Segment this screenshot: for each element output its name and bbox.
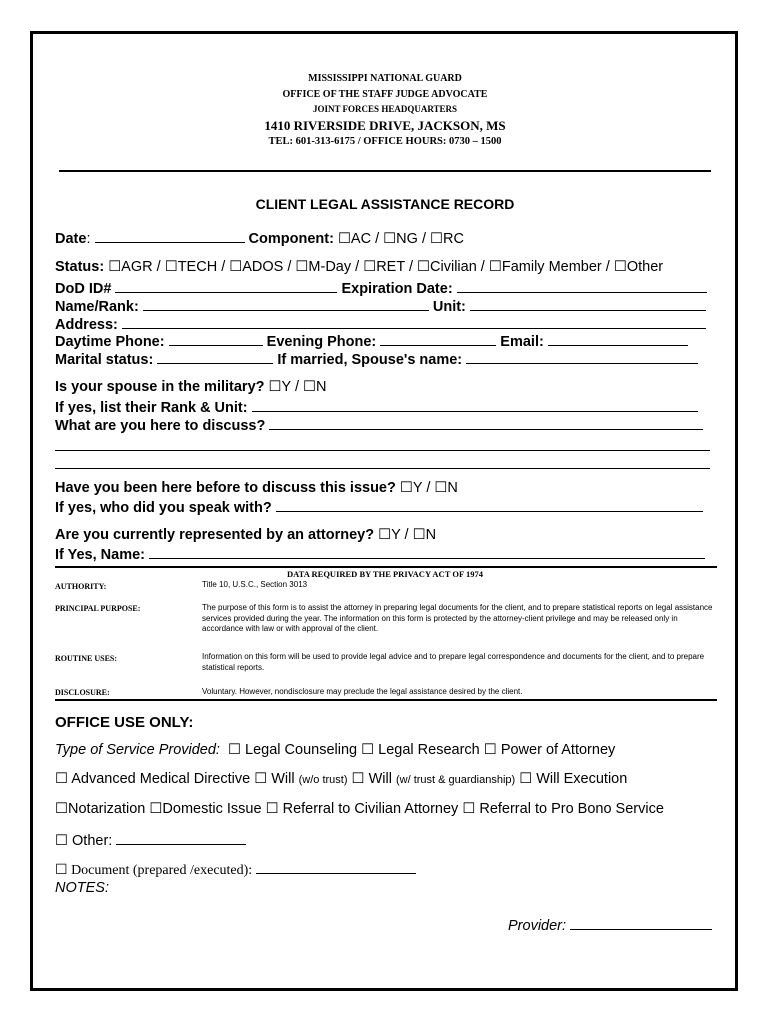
dod-row [55,280,707,297]
hq-address: 1410 RIVERSIDE DRIVE, JACKSON, MS [264,118,506,133]
date-row: Date: Component: ☐AC / ☐NG / ☐RC [55,231,464,247]
expiration-label: Expiration Date: [341,281,453,297]
name-field[interactable] [143,298,429,311]
will-label: Will [271,771,295,787]
expiration-field[interactable] [457,280,707,293]
address-label: Address: [55,317,118,333]
referral-civilian-label: Referral to Civilian Attorney [282,801,459,817]
org-name: MISSISSIPPI NATIONAL GUARD [308,73,462,84]
spouse-military-row [55,379,327,395]
service-row-3 [55,801,664,817]
legal-research-label: Legal Research [378,742,480,758]
checkbox-domestic[interactable]: ☐ [149,801,163,817]
spouse-name-field[interactable] [466,351,698,364]
notarization-label: Notarization [68,801,146,817]
name-row [55,298,706,315]
service-label: Type of Service Provided [55,742,216,758]
attorney-row [55,527,436,543]
discuss-row [55,417,703,434]
referral-probono-label: Referral to Pro Bono Service [479,801,664,817]
checkbox-will-execution[interactable]: ☐ [519,771,533,787]
status-row [55,259,663,275]
checkbox-legal-research[interactable]: ☐ [361,742,375,758]
service-row-1: Type of Service Provided: ☐ Legal Counseling ☐ Legal Research ☐ Power of Attorney [55,742,616,758]
disclosure-text: Voluntary. However, nondisclosure may preclude the legal assistance desired by the client. [202,687,523,696]
office-use-heading: OFFICE USE ONLY: [55,714,194,731]
component-options[interactable]: ☐AC / ☐NG / ☐RC [337,231,464,247]
attorney-label: Are you currently represented by an attorney? [55,527,375,543]
checkbox-referral-civilian[interactable]: ☐ [265,801,279,817]
address-row [55,316,706,333]
eve-phone-field[interactable] [380,333,496,346]
provider-label: Provider: [508,918,567,934]
checkbox-other[interactable]: ☐ [55,833,68,849]
marital-label: Marital status: [55,352,154,368]
phone-row [55,333,688,350]
checkbox-notarization[interactable]: ☐ [55,801,68,817]
day-phone-field[interactable] [169,333,263,346]
will-execution-label: Will Execution [536,771,628,787]
will-trust-label: Will [368,771,392,787]
name-label: Name/Rank: [55,299,139,315]
status-label: Status: [55,259,105,275]
privacy-heading: DATA REQUIRED BY THE PRIVACY ACT OF 1974 [287,569,483,579]
eve-phone-label: Evening Phone: [266,334,377,350]
hq-contact: TEL: 601-313-6175 / OFFICE HOURS: 0730 – 1500 [268,136,502,147]
marital-field[interactable] [157,351,273,364]
purpose-text: The purpose of this form is to assist the attorney in preparing legal documents for the client, and to prepare statistical reports on legal assistance services provided during the year. The information on this form is protected by the attorney-client privilege and may be released only in accordance with law or with approval of the client. [202,603,713,633]
dod-label: DoD ID# [55,281,112,297]
power-of-attorney-label: Power of Attorney [500,742,616,758]
marital-row [55,351,698,368]
other-field[interactable] [116,832,246,845]
who-spoke-row [55,499,703,516]
spouse-name-label: If married, Spouse's name: [277,352,463,368]
discuss-field[interactable] [269,417,703,430]
header-rule [59,170,711,172]
attorney-name-field[interactable] [149,546,705,559]
other-label: Other: [72,833,113,849]
component-label: Component: [248,231,334,247]
document-label: Document (prepared /executed): [71,863,253,878]
who-spoke-field[interactable] [276,499,703,512]
been-here-label: Have you been here before to discuss this issue? [55,480,396,496]
date-label: Date [55,231,87,247]
purpose-label: PRINCIPAL PURPOSE: [55,604,141,613]
status-options[interactable]: ☐AGR / ☐TECH / ☐ADOS / ☐M-Day / ☐RET / ☐Civilian / ☐Family Member / ☐Other [108,259,664,275]
checkbox-will-trust[interactable]: ☐ [351,771,365,787]
discuss-label: What are you here to discuss? [55,418,266,434]
routine-text: Information on this form will be used to provide legal advice and to prepare legal correspondence and documents for the client, and to prepare statistical reports. [202,652,705,672]
discuss-line-2[interactable] [55,450,710,451]
spouse-military-options[interactable]: ☐Y / ☐N [268,379,327,395]
checkbox-power-of-attorney[interactable]: ☐ [483,742,497,758]
document-row [55,861,416,879]
domestic-label: Domestic Issue [162,801,262,817]
spouse-military-label: Is your spouse in the military? [55,379,265,395]
disclosure-label: DISCLOSURE: [55,688,110,697]
discuss-line-3[interactable] [55,468,710,469]
attorney-options[interactable]: ☐Y / ☐N [378,527,437,543]
checkbox-document[interactable]: ☐ [55,863,68,878]
address-field[interactable] [122,316,706,329]
unit-label: Unit: [432,299,466,315]
attorney-name-label: If Yes, Name: [55,547,146,563]
checkbox-referral-probono[interactable]: ☐ [462,801,476,817]
checkbox-legal-counseling[interactable]: ☐ [228,742,242,758]
service-row-2 [55,771,627,787]
day-phone-label: Daytime Phone: [55,334,165,350]
dod-field[interactable] [115,280,337,293]
been-here-row [55,480,458,496]
document-field[interactable] [256,861,416,874]
provider-field[interactable] [570,917,712,930]
authority-text: Title 10, U.S.C., Section 3013 [202,580,308,589]
privacy-top-rule [55,566,717,568]
notes-label: NOTES: [55,880,109,896]
office-name: OFFICE OF THE STAFF JUDGE ADVOCATE [282,89,488,100]
attorney-name-row [55,546,705,563]
legal-counseling-label: Legal Counseling [245,742,358,758]
date-field[interactable] [95,230,245,243]
advanced-medical-label: Advanced Medical Directive [71,771,251,787]
routine-label: ROUTINE USES: [55,654,118,663]
privacy-bottom-rule [55,699,717,701]
been-here-options[interactable]: ☐Y / ☐N [399,480,458,496]
spouse-rank-field[interactable] [252,399,698,412]
other-row [55,832,246,849]
w-trust-label: (w/ trust & guardianship) [395,774,516,786]
checkbox-will[interactable]: ☐ [254,771,268,787]
email-field[interactable] [548,333,688,346]
wo-trust-label: (w/o trust) [298,774,348,786]
email-label: Email: [500,334,544,350]
authority-label: AUTHORITY: [55,582,107,591]
spouse-rank-row [55,399,698,416]
unit-field[interactable] [470,298,706,311]
spouse-rank-label: If yes, list their Rank & Unit: [55,400,248,416]
provider-row [508,917,712,934]
who-spoke-label: If yes, who did you speak with? [55,500,272,516]
checkbox-advanced-medical[interactable]: ☐ [55,771,68,787]
hq-name: JOINT FORCES HEADQUARTERS [312,104,458,114]
form-title: CLIENT LEGAL ASSISTANCE RECORD [255,196,515,212]
